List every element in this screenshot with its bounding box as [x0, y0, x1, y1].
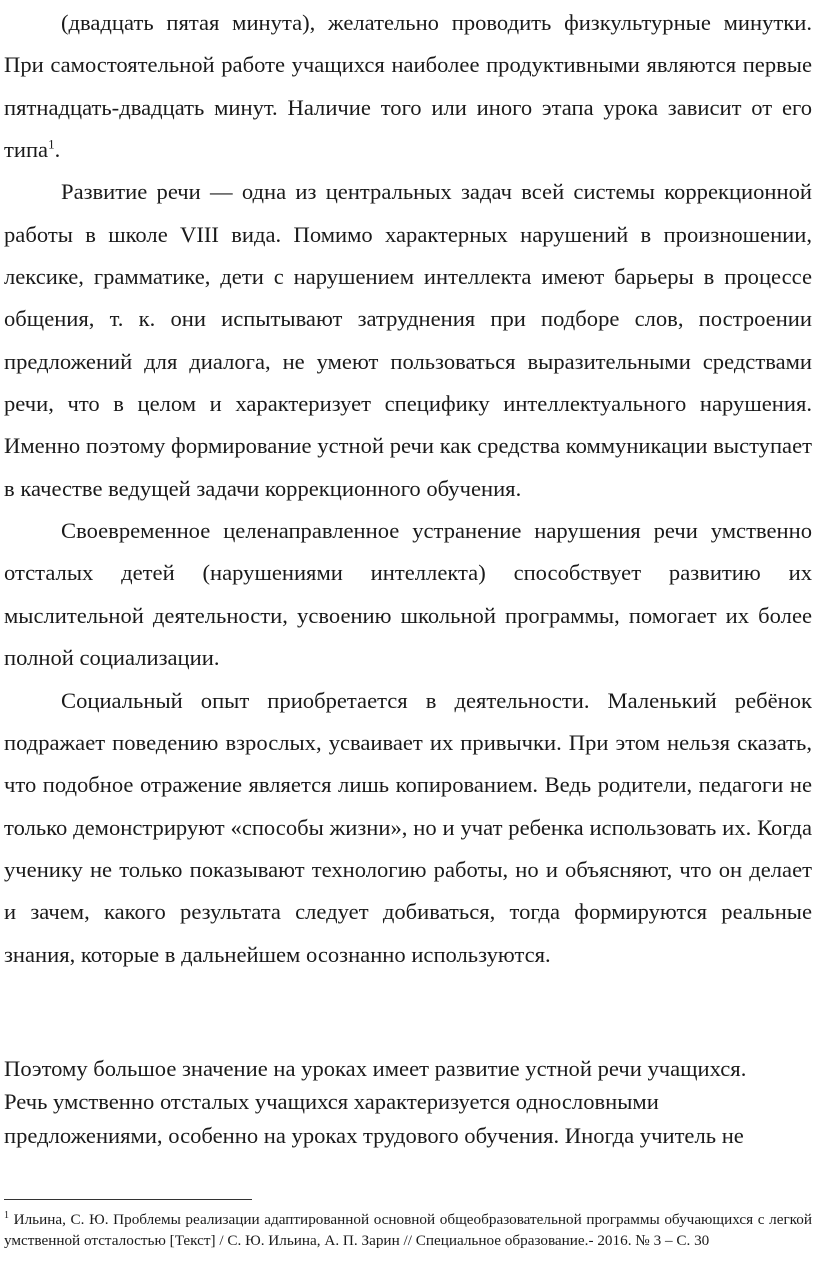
tail-line-2: Речь умственно отсталых учащихся характеризуется однословными [4, 1089, 659, 1115]
tail-line-1: Поэтому большое значение на уроках имеет развитие устной речи учащихся. [4, 1056, 747, 1081]
tail-line-3: предложениями, особенно на уроках трудового обучения. Иногда учитель не [4, 1122, 744, 1148]
paragraph-1-end: . [54, 137, 61, 163]
paragraph-2: Развитие речи — одна из центральных задач всей системы коррекционной работы в школе VIII вида. Помимо характерных нарушений в произношении, лексике, грамматике, дети с нарушением интеллекта имеют барьеры в процессе общения, т. к. они испытывают затруднения при подборе слов, построении предложений для диалога, не умеют пользоваться выразительными средствами речи, что в целом и характеризует специфику интеллектуального нарушения. Именно поэтому формирование устной речи как средства коммуникации выступает в качестве ведущей задачи коррекционного обучения. [4, 179, 812, 501]
footnote-text: Ильина, С. Ю. Проблемы реализации адаптированной основной общеобразовательной программы обучающихся с легкой умственной отсталостью [Текст] / С. Ю. Ильина, А. П. Зарин // Специальное образование.- 2016. № 3 – С. 30 [4, 1211, 812, 1249]
footnote-reference: 1 [48, 136, 55, 152]
footnote [4, 1209, 812, 1251]
paragraph-3: Своевременное целенаправленное устранение нарушения речи умственно отсталых детей (нарушениями интеллекта) способствует развитию их мыслительной деятельности, усвоению школьной программы, помогает их более полной социализации. [4, 518, 812, 671]
paragraph-1 [4, 2, 812, 171]
tail-paragraph [4, 1052, 812, 1152]
paragraph-4: Социальный опыт приобретается в деятельности. Маленький ребёнок подражает поведению взрослых, усваивает их привычки. При этом нельзя сказать, что подобное отражение является лишь копированием. Ведь родители, педагоги не только демонстрируют «способы жизни», но и учат ребенка использовать их. Когда ученику не только показывают технологию работы, но и объясняют, что он делает и зачем, какого результата следует добиваться, тогда формируются реальные знания, которые в дальнейшем осознанно используются. [4, 687, 812, 967]
main-text [4, 2, 812, 976]
footnote-body [4, 1209, 812, 1251]
footnote-separator [4, 1199, 252, 1200]
footnote-number: 1 [4, 1209, 9, 1221]
paragraph-1-text: (двадцать пятая минута), желательно проводить физкультурные минутки. При самостоятельной работе учащихся наиболее продуктивными являются первые пятнадцать-двадцать минут. Наличие того или иного этапа урока зависит от его типа [4, 10, 812, 163]
